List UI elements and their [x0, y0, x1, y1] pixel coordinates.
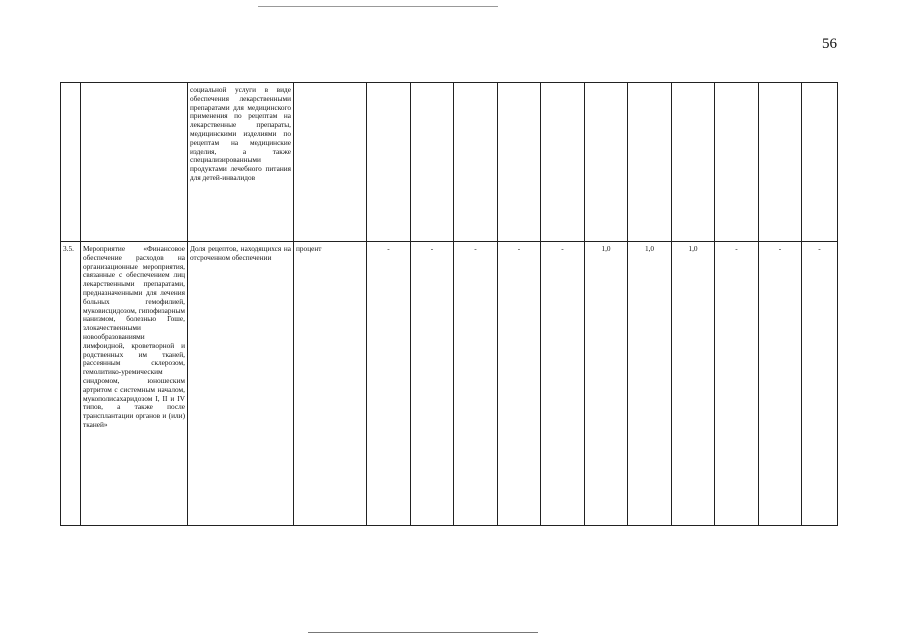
- cell-value: -: [715, 242, 759, 526]
- cell-value: [802, 83, 838, 242]
- cell-value: -: [411, 242, 454, 526]
- cell-event: Мероприятие «Финансовое обеспечение расходов на организационные мероприятия, связанные с обеспечением лиц лекарственными препаратами, предназначенными для лечения больных гемофилией, муковисцидозом, гипофизарным нанизмом, болезнью Гоше, злокачественными новообразованиями лимфоидной, кроветворной и родственных им тканей, рассеянным склерозом, гемолитико-уремическим синдромом, юношеским артритом с системным началом, мукополисахаридозом I, II и IV типов, а также после трансплантации органов и (или) тканей»: [81, 242, 188, 526]
- cell-value: 1,0: [628, 242, 672, 526]
- table-row: [61, 242, 838, 526]
- cell-value: [541, 83, 585, 242]
- cell-value: -: [454, 242, 498, 526]
- cell-value: -: [498, 242, 541, 526]
- cell-unit: [294, 83, 367, 242]
- scan-artifact-bottom-line: [308, 632, 538, 633]
- cell-event: [81, 83, 188, 242]
- cell-value: [715, 83, 759, 242]
- cell-num: 3.5.: [61, 242, 81, 526]
- cell-unit: процент: [294, 242, 367, 526]
- cell-value: 1,0: [672, 242, 715, 526]
- indicators-table: [60, 82, 838, 526]
- cell-value: [367, 83, 411, 242]
- cell-value: -: [541, 242, 585, 526]
- cell-value: [628, 83, 672, 242]
- cell-indicator: социальной услуги в виде обеспечения лекарственными препаратами для медицинского применения по рецептам на лекарственные препараты, медицинскими изделиями по рецептам на медицинские изделия, а также специализированными продуктами лечебного питания для детей-инвалидов: [188, 83, 294, 242]
- cell-value: [759, 83, 802, 242]
- cell-value: -: [802, 242, 838, 526]
- cell-value: [498, 83, 541, 242]
- cell-value: -: [759, 242, 802, 526]
- cell-value: [585, 83, 628, 242]
- page-number: 56: [822, 36, 837, 52]
- cell-num: [61, 83, 81, 242]
- cell-value: -: [367, 242, 411, 526]
- cell-indicator: Доля рецептов, находящихся на отсроченном обеспечении: [188, 242, 294, 526]
- cell-value: [411, 83, 454, 242]
- cell-value: [672, 83, 715, 242]
- cell-value: 1,0: [585, 242, 628, 526]
- table-row: [61, 83, 838, 242]
- cell-value: [454, 83, 498, 242]
- scan-artifact-top-line: [258, 6, 498, 7]
